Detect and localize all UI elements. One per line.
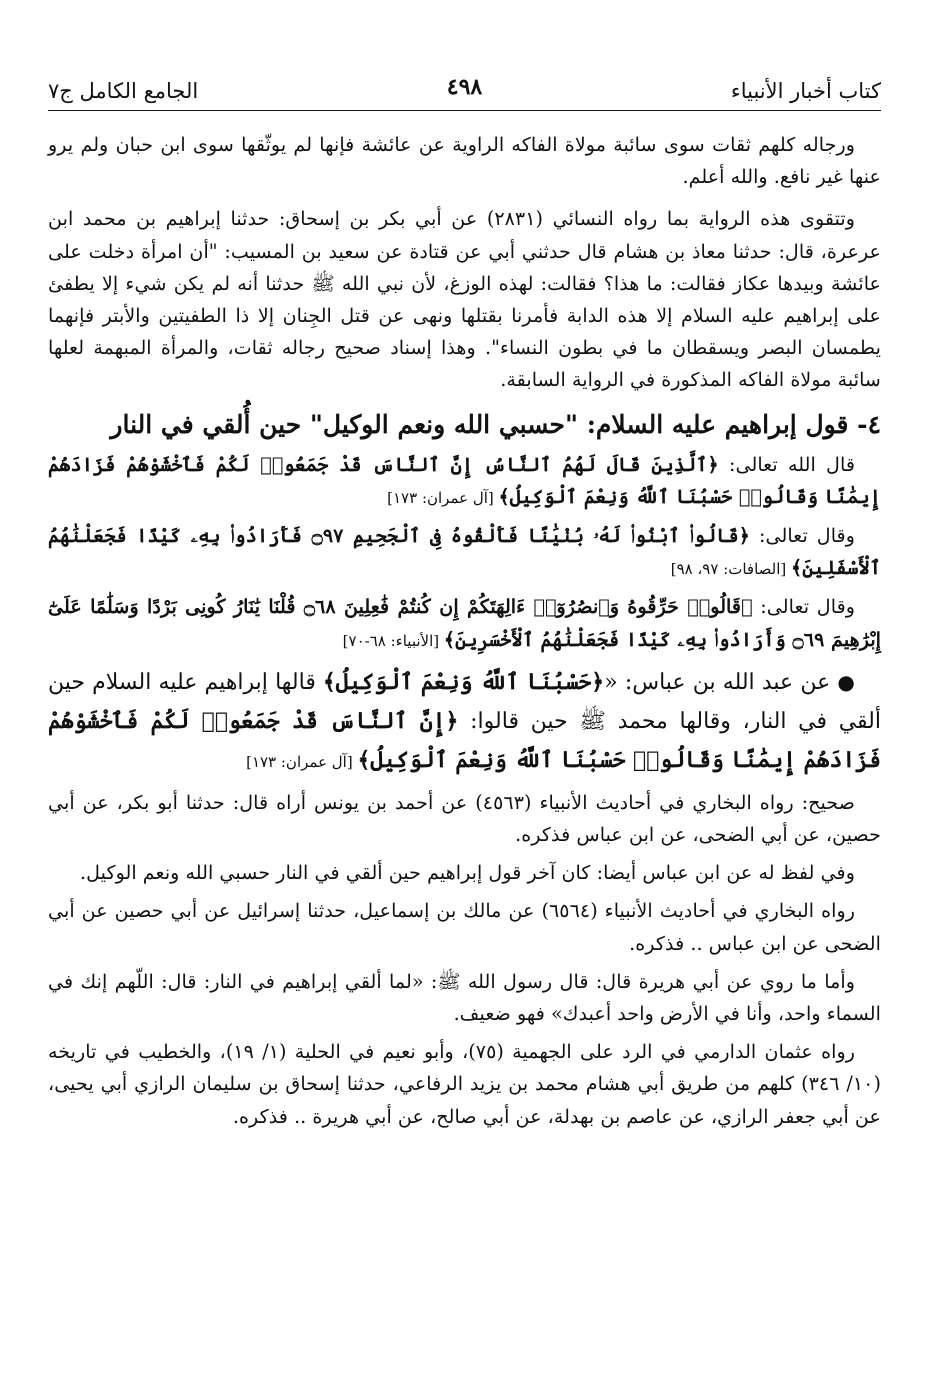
verse-reference: [الأنبياء: ٦٨-٧٠] xyxy=(342,631,444,650)
verse-reference: [آل عمران: ١٧٣] xyxy=(387,488,499,507)
paragraph-takhrij: رواه عثمان الدارمي في الرد على الجهمية (٧٥)، وأبو نعيم في الحلية (١/ ١٩)، والخطيب في تاريخه (١٠/ ٣٤٦) كلهم من طريق أبي هشام محمد بن يزيد الرفاعي، حدثنا إسحاق بن سليمان الرازي أبي يحيى، عن أبي جعفر الرازي، عن عاصم بن بهدلة، عن أبي صالح، عن أبي هريرة .. فذكره. xyxy=(48,1040,881,1128)
page-body xyxy=(48,129,881,1139)
citation-intro: قال الله تعالى: xyxy=(718,452,855,476)
citation-intro: وقال تعالى: xyxy=(752,595,856,619)
header-rule xyxy=(48,110,881,111)
hadith-text xyxy=(48,663,881,781)
paragraph-abu-huraira: وأما ما روي عن أبي هريرة قال: قال رسول الله ﷺ: «لما ألقي إبراهيم في النار: قال: اللّهم إنك في السماء واحد، وأنا في الأرض واحد أعبدك» فهو ضعيف. xyxy=(48,969,881,1026)
running-header xyxy=(48,64,881,104)
hadith-part-a: عن عبد الله بن عباس: « xyxy=(604,669,838,695)
hadith-quran-b: ﴿إِنَّ ٱلنَّاسَ قَدْ جَمَعُوا۟ لَكُمْ فَٱخْشَوْهُمْ فَزَادَهُمْ إِيمَٰنًا وَقَالُوا۟ حَسْبُنَا ٱللَّهُ وَنِعْمَ ٱلْوَكِيلُ﴾ xyxy=(48,707,881,773)
verse-reference: [الصافات: ٩٧، ٩٨] xyxy=(670,560,792,579)
paragraph-bukhari: رواه البخاري في أحاديث الأنبياء (٦٥٦٤) عن مالك بن إسماعيل، حدثنا إسرائيل عن أبي حصين عن أبي الضحى عن ابن عباس .. فذكره. xyxy=(48,899,881,955)
paragraph-sahih: صحيح: رواه البخاري في أحاديث الأنبياء (٤٥٦٣) عن أحمد بن يونس أراه قال: حدثنا أبو بكر، عن أبي حصين، عن أبي الضحى، عن ابن عباس فذكره. xyxy=(48,790,881,847)
paragraph-lafz: وفي لفظ له عن ابن عباس أيضا: كان آخر قول إبراهيم حين ألقي في النار حسبي الله ونعم الوكيل. xyxy=(80,861,855,885)
quran-citation-2 xyxy=(48,520,881,585)
book-title: كتاب أخبار الأنبياء xyxy=(730,79,881,103)
hadith-quran-a: ﴿حَسْبُنَا ٱللَّهُ وَنِعْمَ ٱلْوَكِيلُ﴾ xyxy=(322,668,605,695)
section-heading: ٤- قول إبراهيم عليه السلام: "حسبي الله ونعم الوكيل" حين أُلقي في النار xyxy=(110,409,881,439)
hadith-part-c: قالها إبراهيم عليه السلام حين ألقي في النار، وقالها محمد ﷺ حين قالوا: xyxy=(48,669,881,734)
series-title: الجامع الكامل ج٧ xyxy=(48,79,199,103)
page-number: ٤٩٨ xyxy=(446,74,483,100)
paragraph-narrators: ورجاله كلهم ثقات سوى سائبة مولاة الفاكه الراوية عن عائشة فإنها لم يوثّقها سوى ابن حبان ولم يرو عنها غير نافع. والله أعلم. xyxy=(48,133,881,189)
quran-citation-3 xyxy=(48,591,881,656)
paragraph-nasai: وتتقوى هذه الرواية بما رواه النسائي (٢٨٣١) عن أبي بكر بن إسحاق: حدثنا إبراهيم بن محمد ابن عرعرة، قال: حدثنا معاذ بن هشام قال حدثني أبي عن قتادة عن سعيد بن المسيب: "أن امرأة دخلت على عائشة وبيدها عكاز فقالت: ما هذا؟ فقالت: لهذه الوزغ، لأن نبي الله ﷺ حدثنا أنه لم يكن شيء إلا يطفئ على إبراهيم عليه السلام إلا هذه الدابة فأمرنا بقتلها ونهى عن قتل الجِنان إلا ذا الطفيتين والأبتر فإنهما يطمسان البصر ويسقطان ما في بطون النساء". وهذا إسناد صحيح رجاله ثقات، والمرأة المبهمة لعلها سائبة مولاة الفاكه المذكورة في الرواية السابقة. xyxy=(48,207,881,392)
quran-citation-1 xyxy=(48,449,881,514)
citation-intro: وقال تعالى: xyxy=(750,524,855,548)
verse-reference: [آل عمران: ١٧٣] xyxy=(246,752,358,771)
quran-verse: ﴿قَالُوا۟ حَرِّقُوهُ وَٱنصُرُوٓا۟ ءَالِهَتَكُمْ إِن كُنتُمْ فَٰعِلِينَ ۝٦٨ قُلْنَا يَٰنَارُ كُونِى بَرْدًا وَسَلَٰمًا عَلَىٰٓ إِبْرَٰهِيمَ ۝٦٩ وَأَرَادُوا۟ بِهِۦ كَيْدًا فَجَعَلْنَٰهُمُ ٱلْأَخْسَرِينَ﴾ xyxy=(48,595,881,651)
quran-verse: ﴿ٱلَّذِينَ قَالَ لَهُمُ ٱلنَّاسُ إِنَّ ٱلنَّاسَ قَدْ جَمَعُوا۟ لَكُمْ فَٱخْشَوْهُمْ فَزَادَهُمْ إِيمَٰنًا وَقَالُوا۟ حَسْبُنَا ٱللَّهُ وَنِعْمَ ٱلْوَكِيلُ﴾ xyxy=(48,452,881,508)
bullet-icon: ● xyxy=(837,669,856,694)
quran-verse: ﴿قَالُوا۟ ٱبْنُوا۟ لَهُۥ بُنْيَٰنًا فَأَلْقُوهُ فِى ٱلْجَحِيمِ ۝٩٧ فَأَرَادُوا۟ بِهِۦ كَيْدًا فَجَعَلْنَٰهُمُ ٱلْأَسْفَلِينَ﴾ xyxy=(48,524,881,580)
